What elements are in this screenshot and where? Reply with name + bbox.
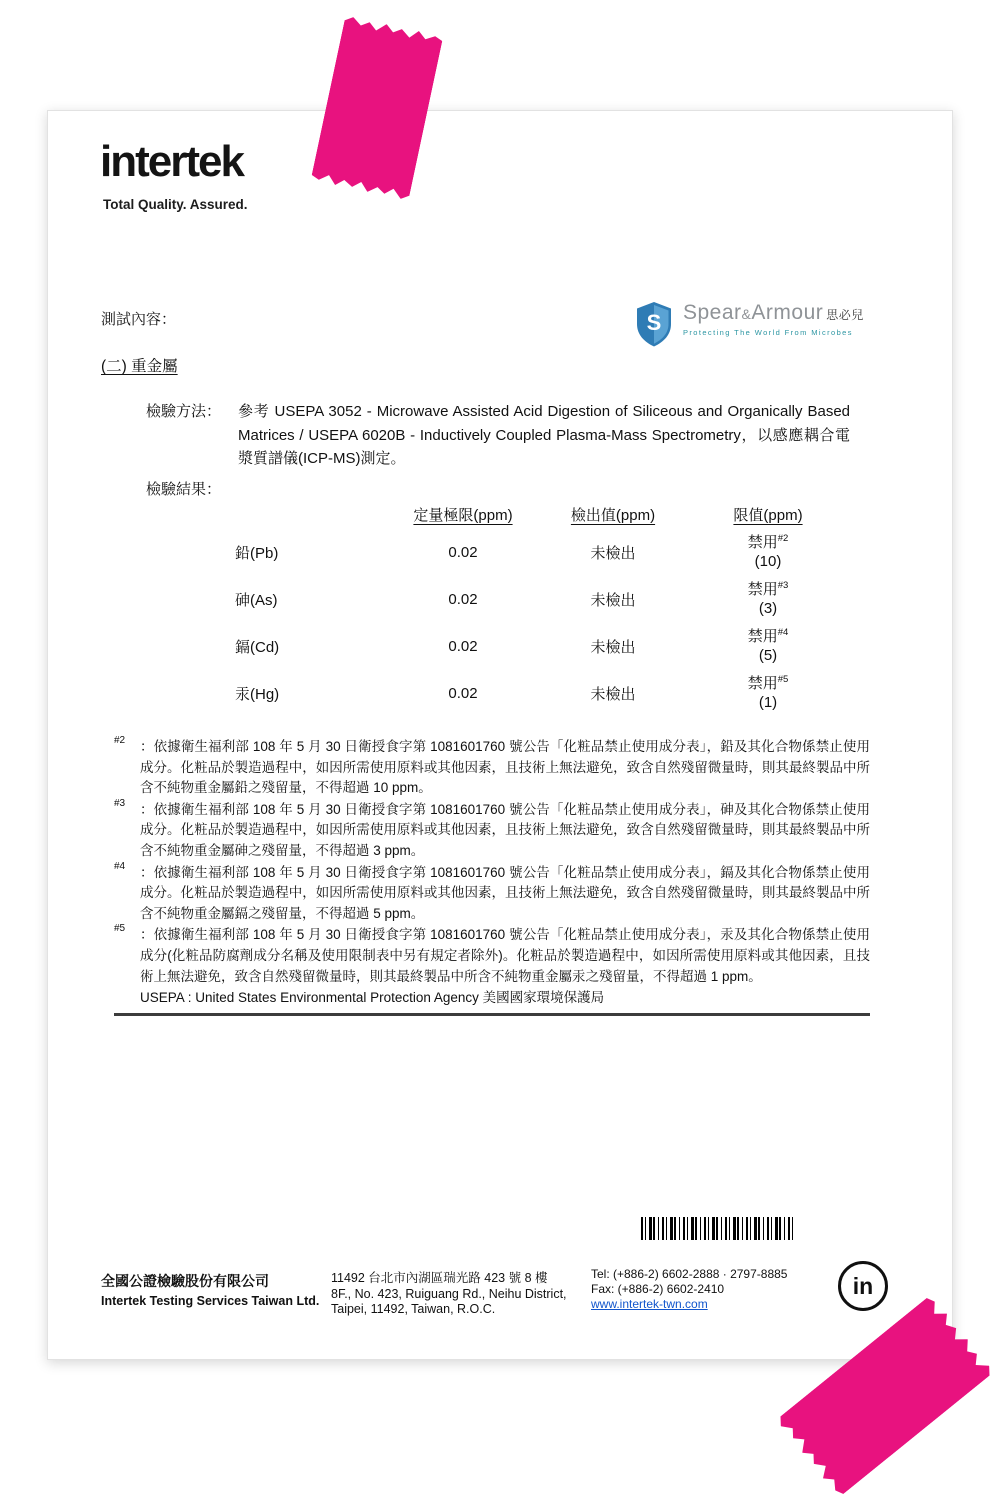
partner-name	[683, 301, 864, 325]
column-header-detected: 檢出值(ppm)	[570, 506, 656, 524]
test-content-label: 測試內容：	[101, 311, 177, 328]
limit-threshold: (1)	[758, 694, 778, 711]
address-en-line1: 8F., No. 423, Ruiguang Rd., Neihu District,	[331, 1286, 567, 1301]
limit-value	[683, 674, 853, 713]
loq-value: 0.02	[448, 544, 478, 561]
table-row-cadmium	[233, 623, 853, 670]
intertek-logo: intertek	[100, 137, 243, 186]
method-text: 參考 USEPA 3052 - Microwave Assisted Acid Digestion of Siliceous and Organically Based Matrices / USEPA 6020B - Inductively Coupled Plasma-Mass Spectrometry，以感應耦合電漿質譜儀(ICP-MS)測定。	[238, 403, 850, 467]
partner-tagline: Protecting The World From Microbes	[683, 328, 853, 337]
footnote-marker: #2	[114, 735, 126, 746]
analyte-name: 鉛(Pb)	[235, 545, 279, 562]
address-en-line2: Taipei, 11492, Taiwan, R.O.C.	[331, 1302, 496, 1316]
detected-value: 未檢出	[590, 639, 636, 656]
results-table	[233, 499, 853, 717]
limit-footnote-ref: #2	[777, 533, 789, 545]
detected-value: 未檢出	[590, 686, 636, 703]
limit-text: 禁用	[747, 581, 778, 599]
limit-value	[683, 533, 853, 572]
table-row-mercury	[233, 670, 853, 717]
footnote-marker: #3	[114, 797, 126, 809]
column-header-loq: 定量極限(ppm)	[413, 506, 513, 524]
limit-text: 禁用	[747, 675, 778, 693]
footnote-3	[114, 797, 870, 862]
column-header-limit: 限值(ppm)	[733, 506, 803, 524]
footnote-5	[114, 925, 870, 987]
phone-number: Tel: (+886-2) 6602-2888 · 2797-8885	[591, 1267, 788, 1281]
section-title-heavy-metals: (二) 重金屬	[101, 358, 178, 375]
usepa-definition: USEPA : United States Environmental Protection Agency 美國國家環境保護局	[140, 990, 605, 1006]
footer-contact	[591, 1267, 787, 1311]
analyte-name: 砷(As)	[235, 592, 278, 609]
table-header-row	[233, 499, 853, 529]
table-row-lead	[233, 529, 853, 576]
company-name-en: Intertek Testing Services Taiwan Ltd.	[101, 1294, 320, 1308]
address-zh: 11492 台北市內湖區瑞光路 423 號 8 樓	[331, 1271, 548, 1285]
shield-letter: S	[646, 310, 662, 335]
detected-value: 未檢出	[590, 592, 636, 609]
partner-name-2: Armour	[751, 301, 824, 324]
limit-text: 禁用	[747, 534, 778, 552]
limit-threshold: (3)	[758, 600, 778, 617]
shield-icon	[634, 301, 674, 347]
website-link[interactable]: www.intertek-twn.com	[591, 1296, 708, 1311]
footnote-marker: #4	[114, 860, 126, 872]
report-paper	[47, 110, 953, 1360]
intertek-circle-mark: in	[838, 1261, 888, 1311]
footnote-2	[114, 737, 870, 799]
partner-text	[683, 301, 864, 337]
method-label: 檢驗方法：	[146, 403, 222, 420]
limit-value	[683, 580, 853, 619]
fax-number: Fax: (+886-2) 6602-2410	[591, 1281, 725, 1296]
limit-footnote-ref: #3	[777, 580, 789, 592]
footnote-text: ：依據衛生福利部 108 年 5 月 30 日衛授食字第 1081601760 號公告「化粧品禁止使用成分表」，汞及其化合物係禁止使用成分(化粧品防腐劑成分名稱及使用限制表中另有規定者除外)。化粧品於製造過程中，如因所需使用原料或其他因素，且技術上無法避免，致含自然殘留微量時，則其最終製品中所含不純物重金屬汞之殘留量，不得超過 1 ppm。	[140, 927, 870, 984]
analyte-name: 鎘(Cd)	[235, 639, 280, 656]
partner-name-zh: 思必兒	[826, 308, 864, 322]
loq-value: 0.02	[448, 591, 478, 608]
footnote-text: ：依據衛生福利部 108 年 5 月 30 日衛授食字第 1081601760 號公告「化粧品禁止使用成分表」，鎘及其化合物係禁止使用成分。化粧品於製造過程中，如因所需使用原料或其他因素，且技術上無法避免，致含自然殘留微量時，則其最終製品中所含不純物重金屬鎘之殘留量，不得超過 5 ppm。	[140, 864, 870, 921]
section-end-rule	[114, 1013, 870, 1016]
company-name-zh: 全國公證檢驗股份有限公司	[101, 1273, 269, 1289]
partner-name-1: Spear	[683, 301, 742, 324]
limit-text: 禁用	[747, 628, 778, 646]
limit-footnote-ref: #5	[777, 674, 789, 686]
footnote-4	[114, 860, 870, 925]
partner-ampersand: &	[741, 306, 752, 322]
limit-footnote-ref: #4	[777, 627, 789, 639]
footer-address	[331, 1271, 567, 1318]
footnotes-section	[114, 737, 870, 1016]
loq-value: 0.02	[448, 638, 478, 655]
footer-company	[101, 1271, 319, 1308]
footnote-text: ：依據衛生福利部 108 年 5 月 30 日衛授食字第 1081601760 號公告「化粧品禁止使用成分表」，鉛及其化合物係禁止使用成分。化粧品於製造過程中，如因所需使用原料或其他因素，且技術上無法避免，致含自然殘留微量時，則其最終製品中所含不純物重金屬鉛之殘留量，不得超過 10 ppm。	[140, 739, 870, 796]
limit-value	[683, 627, 853, 666]
loq-value: 0.02	[448, 685, 478, 702]
barcode	[641, 1217, 793, 1240]
detected-value: 未檢出	[590, 545, 636, 562]
table-row-arsenic	[233, 576, 853, 623]
footnote-text: ：依據衛生福利部 108 年 5 月 30 日衛授食字第 1081601760 號公告「化粧品禁止使用成分表」，砷及其化合物係禁止使用成分。化粧品於製造過程中，如因所需使用原料或其他因素，且技術上無法避免，致含自然殘留微量時，則其最終製品中所含不純物重金屬砷之殘留量，不得超過 3 ppm。	[140, 801, 870, 858]
analyte-name: 汞(Hg)	[235, 686, 280, 703]
limit-threshold: (10)	[754, 553, 782, 570]
results-label: 檢驗結果：	[146, 481, 222, 498]
partner-logo	[634, 301, 864, 347]
limit-threshold: (5)	[758, 647, 778, 664]
footnote-marker: #5	[114, 923, 126, 935]
intertek-tagline: Total Quality. Assured.	[103, 197, 248, 212]
